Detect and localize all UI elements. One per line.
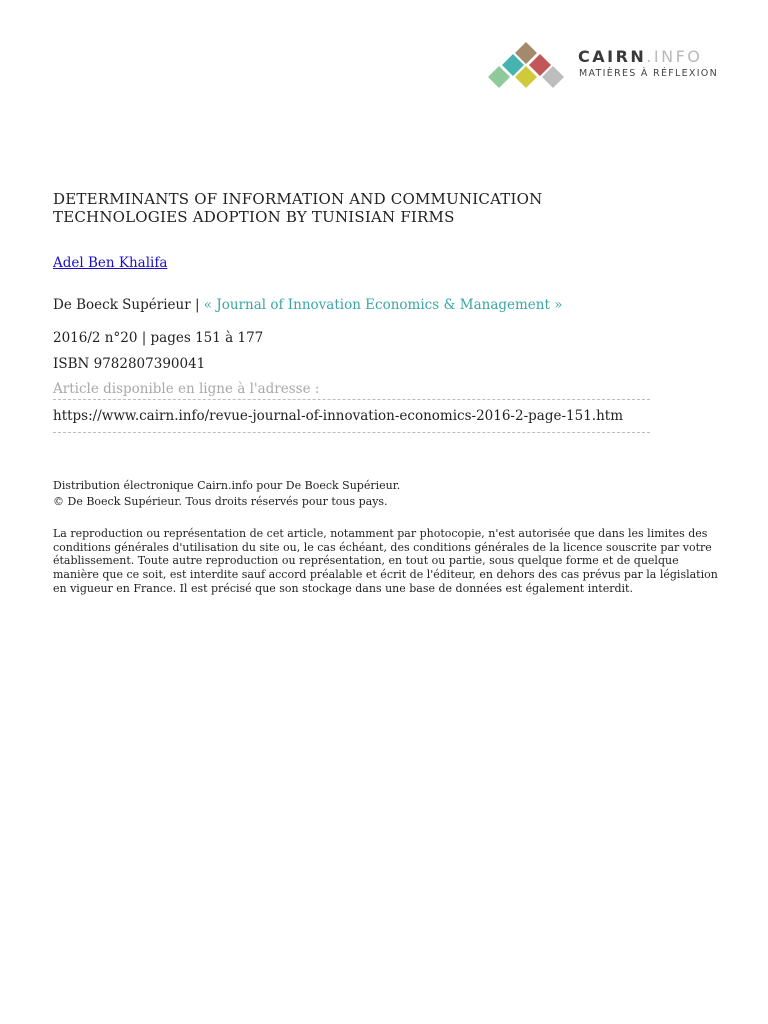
- logo-tagline: MATIÈRES À RÉFLEXION: [579, 68, 718, 79]
- distribution-notice: [53, 478, 723, 510]
- logo-brand-suffix: .INFO: [646, 47, 703, 66]
- isbn: ISBN 9782807390041: [53, 356, 206, 372]
- article-title: [53, 190, 723, 226]
- legal-notice: La reproduction ou représentation de cet article, notamment par photocopie, n'est autorisée que dans les limites des conditions générales d'utilisation du site ou, le cas échéant, des conditions générales de la licence souscrite par votre établissement. Toute autre reproduction ou représentation, en tout ou partie, sous quelque forme et de quelque manière que ce soit, est interdite sauf accord préalable et écrit de l'éditeur, en dehors des cas prévus par la législation en vigueur en France. Il est précisé que son stockage dans une base de données est également interdit.: [53, 527, 718, 595]
- article-url[interactable]: https://www.cairn.info/revue-journal-of-innovation-economics-2016-2-page-151.htm: [53, 408, 624, 424]
- author-link[interactable]: Adel Ben Khalifa: [53, 255, 168, 271]
- publisher-name: De Boeck Supérieur |: [53, 297, 200, 313]
- publisher-row: [53, 297, 723, 313]
- distribution-line: Distribution électronique Cairn.info pour De Boeck Supérieur.: [53, 479, 401, 492]
- dashed-divider-top: [53, 399, 650, 400]
- cairn-logo[interactable]: [486, 40, 726, 90]
- logo-wordmark: [578, 47, 702, 66]
- article-title-line-1: DETERMINANTS OF INFORMATION AND COMMUNICATION: [53, 190, 543, 208]
- available-online-label: Article disponible en ligne à l'adresse :: [53, 381, 320, 397]
- cairn-logo-mark-icon: [486, 40, 568, 90]
- issue-info: 2016/2 n°20 | pages 151 à 177: [53, 330, 264, 346]
- copyright-line: © De Boeck Supérieur. Tous droits réservés pour tous pays.: [53, 495, 388, 508]
- journal-link[interactable]: « Journal of Innovation Economics & Management »: [203, 297, 563, 313]
- dashed-divider-bottom: [53, 432, 650, 433]
- article-title-line-2: TECHNOLOGIES ADOPTION BY TUNISIAN FIRMS: [53, 208, 455, 226]
- author-row: [53, 255, 723, 271]
- logo-brand: CAIRN: [578, 47, 647, 66]
- cover-page-content: [53, 190, 723, 596]
